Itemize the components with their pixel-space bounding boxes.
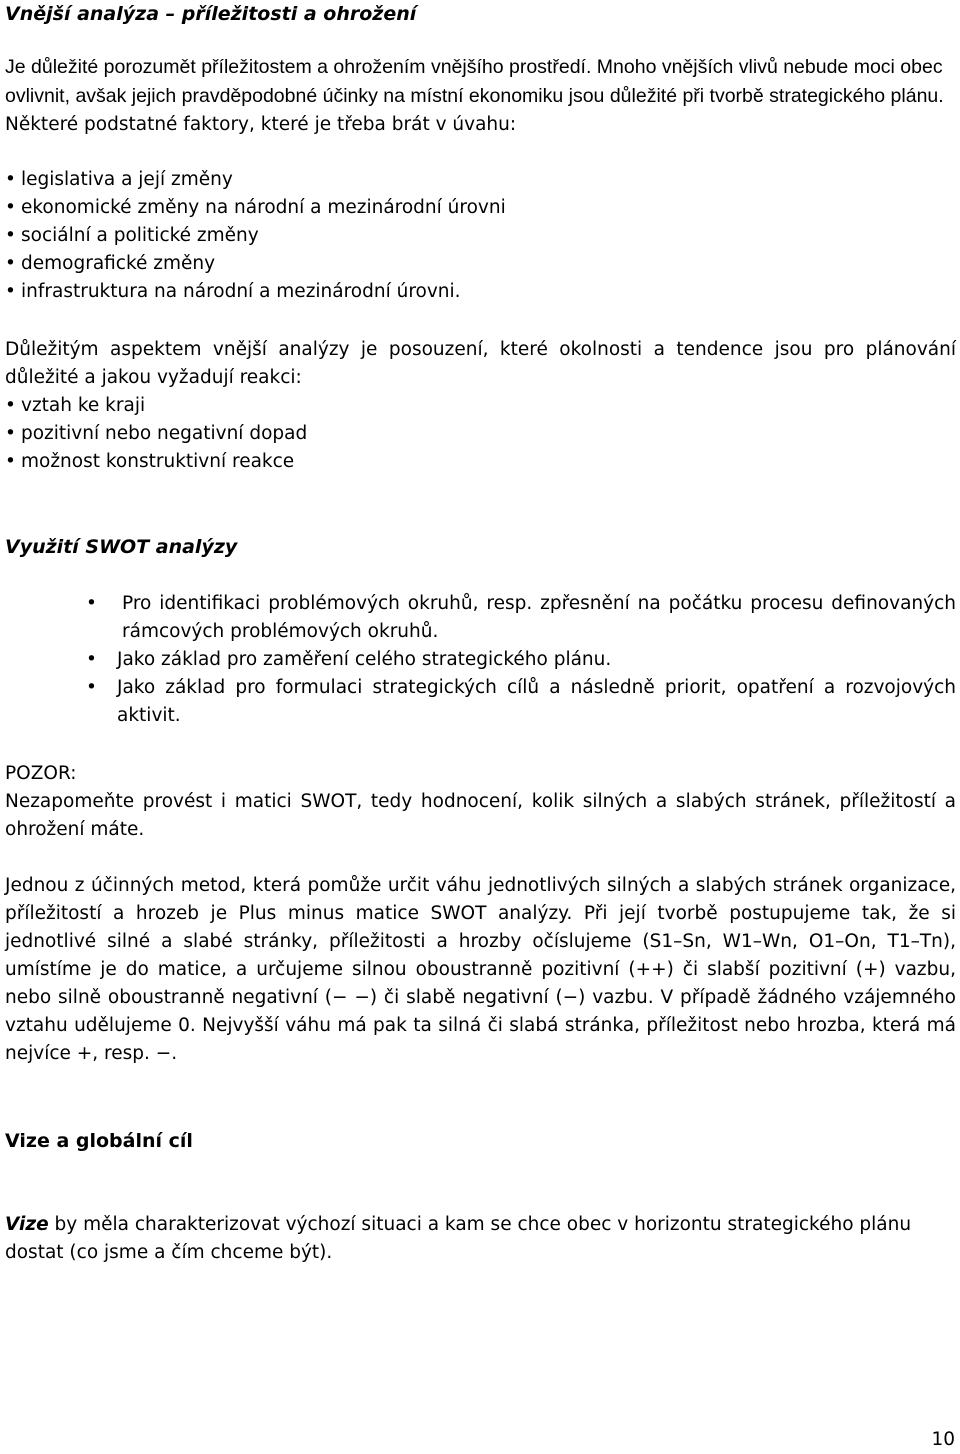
warning-text: Nezapomeňte provést i matici SWOT, tedy hodnocení, kolik silných a slabých stránek, příležitostí a ohrožení máte. <box>5 791 956 840</box>
section-heading-swot-usage: Využití SWOT analýzy <box>5 536 238 558</box>
list-item <box>80 674 956 730</box>
swot-uses-list <box>80 590 956 730</box>
list-item: • demografické změny <box>5 250 956 278</box>
vision-paragraph <box>5 1211 956 1267</box>
list-item-text: Jako základ pro zaměření celého strategického plánu. <box>117 649 612 670</box>
bullet-icon: • <box>86 593 97 614</box>
list-item: • vztah ke kraji <box>5 392 956 420</box>
list-item-text: Pro identifikaci problémových okruhů, resp. zpřesnění na počátku procesu definovaných rámcových problémových okruhů. <box>122 593 956 642</box>
list-item-text: Jako základ pro formulaci strategických cílů a následně priorit, opatření a rozvojových aktivit. <box>117 677 956 726</box>
vision-text: by měla charakterizovat výchozí situaci a kam se chce obec v horizontu strategického plánu dostat (co jsme a čím chceme být). <box>5 1214 912 1263</box>
vision-term: Vize <box>5 1214 49 1235</box>
warning-label: POZOR: <box>5 763 77 784</box>
list-item: • pozitivní nebo negativní dopad <box>5 420 956 448</box>
list-item <box>80 646 956 674</box>
list-item: • ekonomické změny na národní a mezinárodní úrovni <box>5 194 956 222</box>
method-paragraph: Jednou z účinných metod, která pomůže určit váhu jednotlivých silných a slabých stránek organizace, příležitostí a hrozeb je Plus minus matice SWOT analýzy. Při její tvorbě postupujeme tak, že si jednotlivé silné a slabé stránky, příležitosti a hrozby očíslujeme (S1–Sn, W1–Wn, O1–On, T1–Tn), umístíme je do matice, a určujeme silnou oboustranně pozitivní (++) či slabší pozitivní (+) vazbu, nebo silně oboustranně negativní (− −) či slabě negativní (−) vazbu. V případě žádného vzájemného vztahu udělujeme 0. Nejvyšší váhu má pak ta silná či slabá stránka, příležitost nebo hrozba, která má nejvíce +, resp. −. <box>5 875 956 1064</box>
list-item: • sociální a politické změny <box>5 222 956 250</box>
intro-sentence-a: Je důležité porozumět příležitostem a ohrožením vnějšího prostředí. Mnoho vnějších vlivů nebude moci obec ovlivnit, avšak jejich pravděpodobné účinky na místní ekonomiku jsou důležité při tvorbě strategického plánu. <box>5 56 944 107</box>
list-item: • infrastruktura na národní a mezinárodní úrovni. <box>5 278 956 306</box>
page-number: 10 <box>931 1429 955 1450</box>
list-item: • legislativa a její změny <box>5 166 956 194</box>
aspect-paragraph: Důležitým aspektem vnější analýzy je posouzení, které okolnosti a tendence jsou pro plánování důležité a jakou vyžadují reakci: <box>5 339 956 388</box>
bullet-icon: • <box>86 649 97 670</box>
bullet-icon: • <box>86 677 97 698</box>
section-heading-external-analysis: Vnější analýza – příležitosti a ohrožení <box>5 3 417 25</box>
intro-sentence-b: Některé podstatné faktory, které je třeba brát v úvahu: <box>5 114 517 135</box>
list-item <box>80 590 956 646</box>
factors-list <box>5 166 956 306</box>
section-heading-vision: Vize a globální cíl <box>5 1130 193 1152</box>
intro-paragraph <box>5 53 956 139</box>
list-item: • možnost konstruktivní reakce <box>5 448 956 476</box>
aspects-list <box>5 392 956 476</box>
